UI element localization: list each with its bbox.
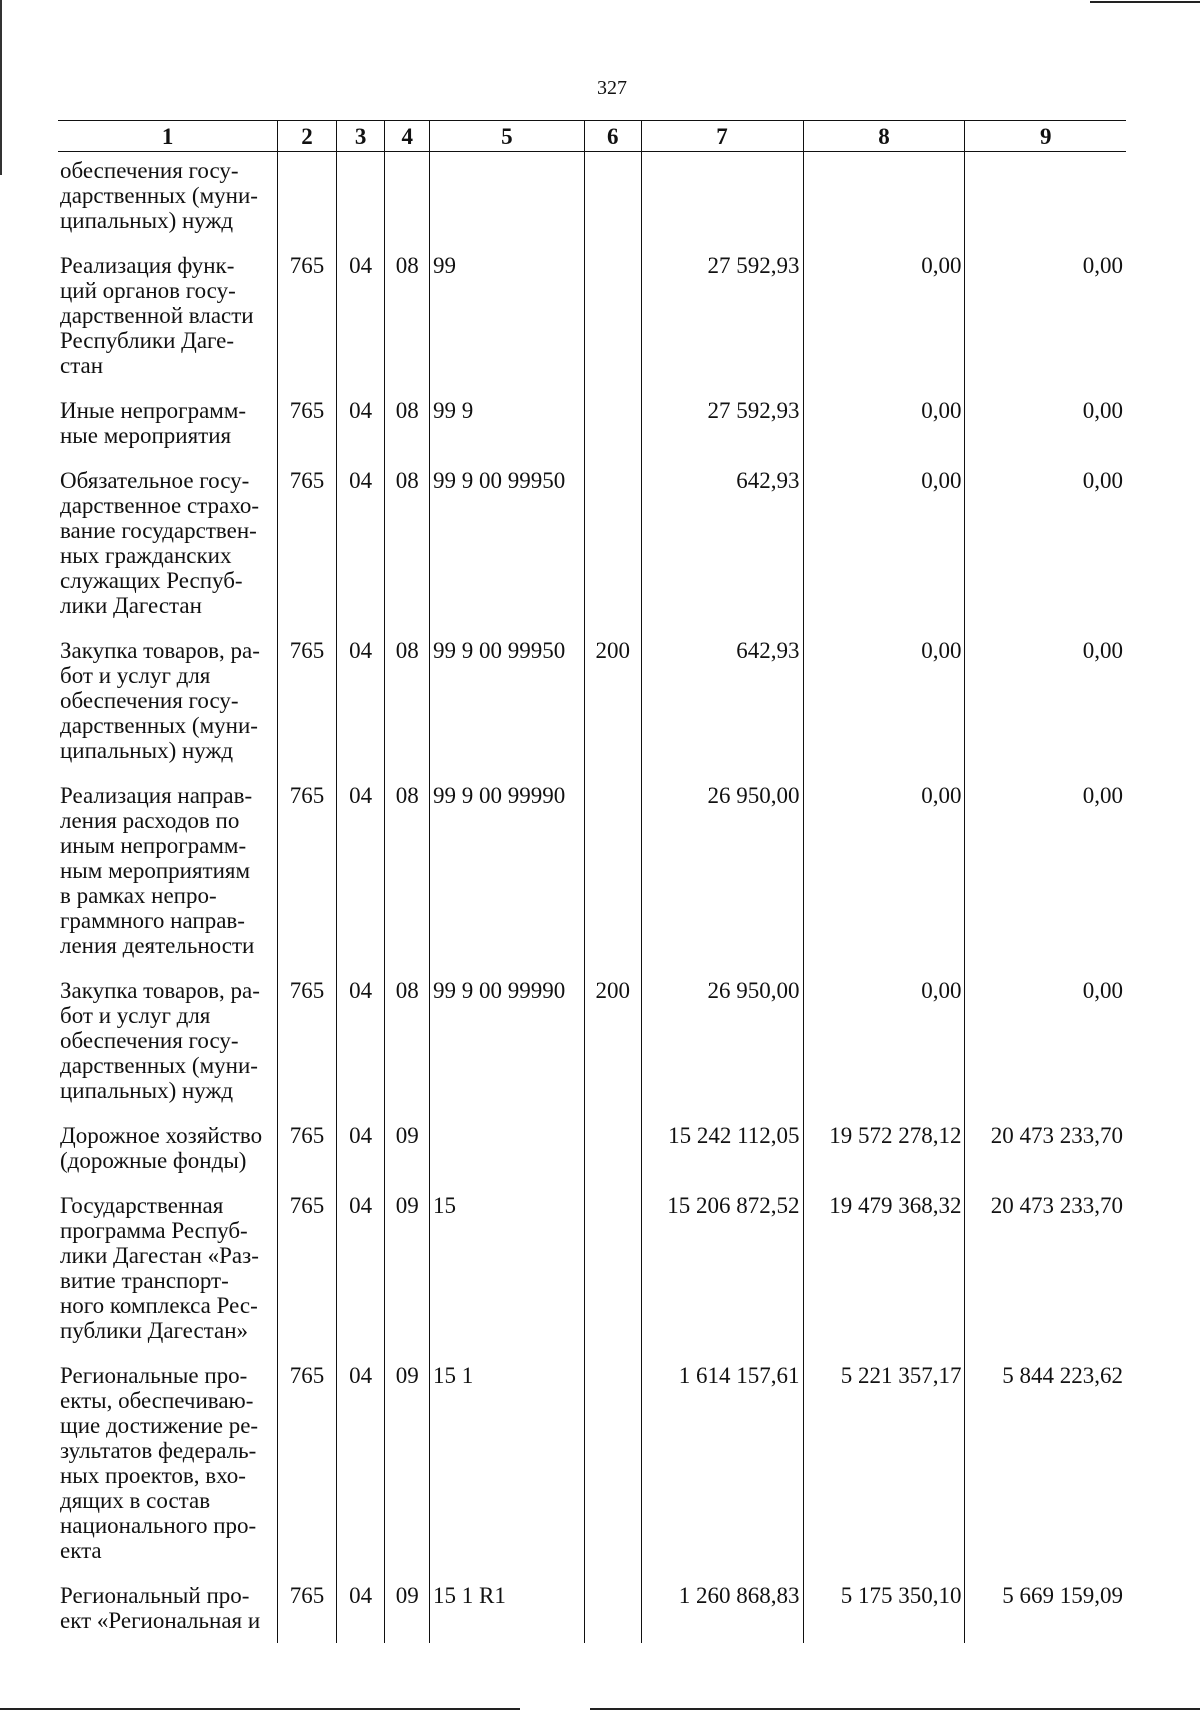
cell-admin: 765 <box>278 1117 337 1187</box>
cell-amount-col8: 0,00 <box>803 462 965 632</box>
cell-amount-col7: 1 260 868,83 <box>641 1577 803 1643</box>
column-header: 5 <box>429 121 584 152</box>
cell-admin: 765 <box>278 1357 337 1577</box>
cell-amount-col8: 5 221 357,17 <box>803 1357 965 1577</box>
cell-amount-col8 <box>803 152 965 248</box>
cell-admin: 765 <box>278 392 337 462</box>
table-row <box>58 1117 1126 1187</box>
cell-admin: 765 <box>278 1577 337 1643</box>
cell-section: 04 <box>336 392 385 462</box>
cell-target-code <box>429 152 584 248</box>
cell-amount-col9: 20 473 233,70 <box>965 1187 1126 1357</box>
cell-admin: 765 <box>278 632 337 777</box>
cell-expense-type <box>584 247 641 392</box>
cell-section <box>336 152 385 248</box>
row-name: Реализация функ- ций органов госу- дарственной власти Республики Даге- стан <box>60 253 254 378</box>
cell-amount-col7: 15 242 112,05 <box>641 1117 803 1187</box>
row-name: Региональные про- екты, обеспечиваю- щие достижение ре- зультатов федераль- ных проектов, вхо- дящих в состав национального про- екта <box>60 1363 259 1563</box>
cell-amount-col9: 0,00 <box>965 777 1126 972</box>
cell-amount-col7: 27 592,93 <box>641 247 803 392</box>
cell-expense-type <box>584 152 641 248</box>
column-header: 3 <box>336 121 385 152</box>
cell-expense-type <box>584 392 641 462</box>
cell-admin: 765 <box>278 462 337 632</box>
header-row <box>58 121 1126 152</box>
table-row <box>58 1577 1126 1643</box>
table-row <box>58 632 1126 777</box>
cell-amount-col9: 20 473 233,70 <box>965 1117 1126 1187</box>
cell-target-code: 99 9 00 99950 <box>429 632 584 777</box>
cell-subsection: 09 <box>385 1357 430 1577</box>
table-row <box>58 247 1126 392</box>
table-row <box>58 152 1126 248</box>
column-header: 8 <box>803 121 965 152</box>
column-header: 1 <box>58 121 278 152</box>
cell-amount-col9 <box>965 152 1126 248</box>
cell-amount-col7: 26 950,00 <box>641 972 803 1117</box>
cell-amount-col8: 0,00 <box>803 972 965 1117</box>
cell-subsection: 08 <box>385 972 430 1117</box>
cell-subsection: 08 <box>385 462 430 632</box>
cell-subsection: 09 <box>385 1577 430 1643</box>
cell-section: 04 <box>336 632 385 777</box>
cell-section: 04 <box>336 1117 385 1187</box>
cell-amount-col7: 642,93 <box>641 462 803 632</box>
cell-admin: 765 <box>278 972 337 1117</box>
row-name: Закупка товаров, ра- бот и услуг для обеспечения госу- дарственных (муни- ципальных) нужд <box>60 978 260 1103</box>
column-header: 2 <box>278 121 337 152</box>
cell-target-code: 15 1 R1 <box>429 1577 584 1643</box>
table-row <box>58 972 1126 1117</box>
cell-target-code: 99 9 00 99990 <box>429 972 584 1117</box>
row-name: Закупка товаров, ра- бот и услуг для обеспечения госу- дарственных (муни- ципальных) нужд <box>60 638 260 763</box>
row-name: Обязательное госу- дарственное страхо- вание государствен- ных гражданских служащих Респуб- лики Дагестан <box>60 468 259 618</box>
cell-expense-type <box>584 462 641 632</box>
cell-expense-type <box>584 1117 641 1187</box>
scan-edge-top <box>1090 1 1200 3</box>
cell-amount-col7: 642,93 <box>641 632 803 777</box>
scan-edge-bottom <box>0 1708 520 1710</box>
table-row <box>58 392 1126 462</box>
row-name: Реализация направ- ления расходов по иным непрограмм- ным мероприятиям в рамках непро- граммного направ- ления деятельности <box>60 783 255 958</box>
table-row <box>58 462 1126 632</box>
cell-subsection: 09 <box>385 1117 430 1187</box>
cell-subsection: 08 <box>385 247 430 392</box>
cell-amount-col8: 0,00 <box>803 632 965 777</box>
cell-subsection <box>385 152 430 248</box>
cell-admin: 765 <box>278 247 337 392</box>
row-name: Иные непрограмм- ные мероприятия <box>60 398 247 448</box>
cell-amount-col9: 5 669 159,09 <box>965 1577 1126 1643</box>
cell-section: 04 <box>336 1187 385 1357</box>
cell-section: 04 <box>336 1357 385 1577</box>
cell-section: 04 <box>336 247 385 392</box>
row-name: обеспечения госу- дарственных (муни- ципальных) нужд <box>60 158 258 233</box>
cell-amount-col9: 0,00 <box>965 392 1126 462</box>
cell-amount-col9: 0,00 <box>965 632 1126 777</box>
scan-edge-bottom-right <box>590 1708 1200 1710</box>
cell-target-code: 99 9 <box>429 392 584 462</box>
table-row <box>58 1357 1126 1577</box>
cell-amount-col7: 15 206 872,52 <box>641 1187 803 1357</box>
cell-amount-col8: 0,00 <box>803 247 965 392</box>
cell-section: 04 <box>336 1577 385 1643</box>
cell-amount-col8: 0,00 <box>803 392 965 462</box>
row-name: Дорожное хозяйство (дорожные фонды) <box>60 1123 263 1173</box>
cell-amount-col7: 26 950,00 <box>641 777 803 972</box>
cell-target-code: 15 1 <box>429 1357 584 1577</box>
cell-expense-type: 200 <box>584 972 641 1117</box>
table-row <box>58 777 1126 972</box>
cell-subsection: 09 <box>385 1187 430 1357</box>
cell-subsection: 08 <box>385 632 430 777</box>
cell-amount-col7: 27 592,93 <box>641 392 803 462</box>
row-name: Региональный про- ект «Региональная и <box>60 1583 261 1633</box>
cell-target-code: 99 <box>429 247 584 392</box>
cell-admin <box>278 152 337 248</box>
cell-expense-type <box>584 1187 641 1357</box>
table-row <box>58 1187 1126 1357</box>
budget-table <box>58 120 1126 1643</box>
column-header: 7 <box>641 121 803 152</box>
cell-subsection: 08 <box>385 777 430 972</box>
cell-expense-type <box>584 777 641 972</box>
cell-amount-col8: 19 479 368,32 <box>803 1187 965 1357</box>
cell-admin: 765 <box>278 1187 337 1357</box>
cell-expense-type <box>584 1577 641 1643</box>
column-header: 6 <box>584 121 641 152</box>
cell-target-code: 99 9 00 99950 <box>429 462 584 632</box>
cell-target-code <box>429 1117 584 1187</box>
cell-amount-col8: 5 175 350,10 <box>803 1577 965 1643</box>
cell-section: 04 <box>336 777 385 972</box>
cell-section: 04 <box>336 462 385 632</box>
cell-target-code: 99 9 00 99990 <box>429 777 584 972</box>
table-body <box>58 152 1126 1644</box>
cell-subsection: 08 <box>385 392 430 462</box>
row-name: Государственная программа Респуб- лики Дагестан «Раз- витие транспорт- ного комплекса Рес- публики Дагестан» <box>60 1193 259 1343</box>
cell-amount-col9: 5 844 223,62 <box>965 1357 1126 1577</box>
scan-edge-left <box>0 0 2 175</box>
column-header: 4 <box>385 121 430 152</box>
cell-amount-col7 <box>641 152 803 248</box>
cell-amount-col8: 0,00 <box>803 777 965 972</box>
cell-expense-type <box>584 1357 641 1577</box>
cell-section: 04 <box>336 972 385 1117</box>
cell-amount-col8: 19 572 278,12 <box>803 1117 965 1187</box>
cell-amount-col7: 1 614 157,61 <box>641 1357 803 1577</box>
cell-admin: 765 <box>278 777 337 972</box>
cell-target-code: 15 <box>429 1187 584 1357</box>
cell-amount-col9: 0,00 <box>965 247 1126 392</box>
cell-expense-type: 200 <box>584 632 641 777</box>
column-header: 9 <box>965 121 1126 152</box>
cell-amount-col9: 0,00 <box>965 972 1126 1117</box>
page-number: 327 <box>597 77 627 99</box>
cell-amount-col9: 0,00 <box>965 462 1126 632</box>
